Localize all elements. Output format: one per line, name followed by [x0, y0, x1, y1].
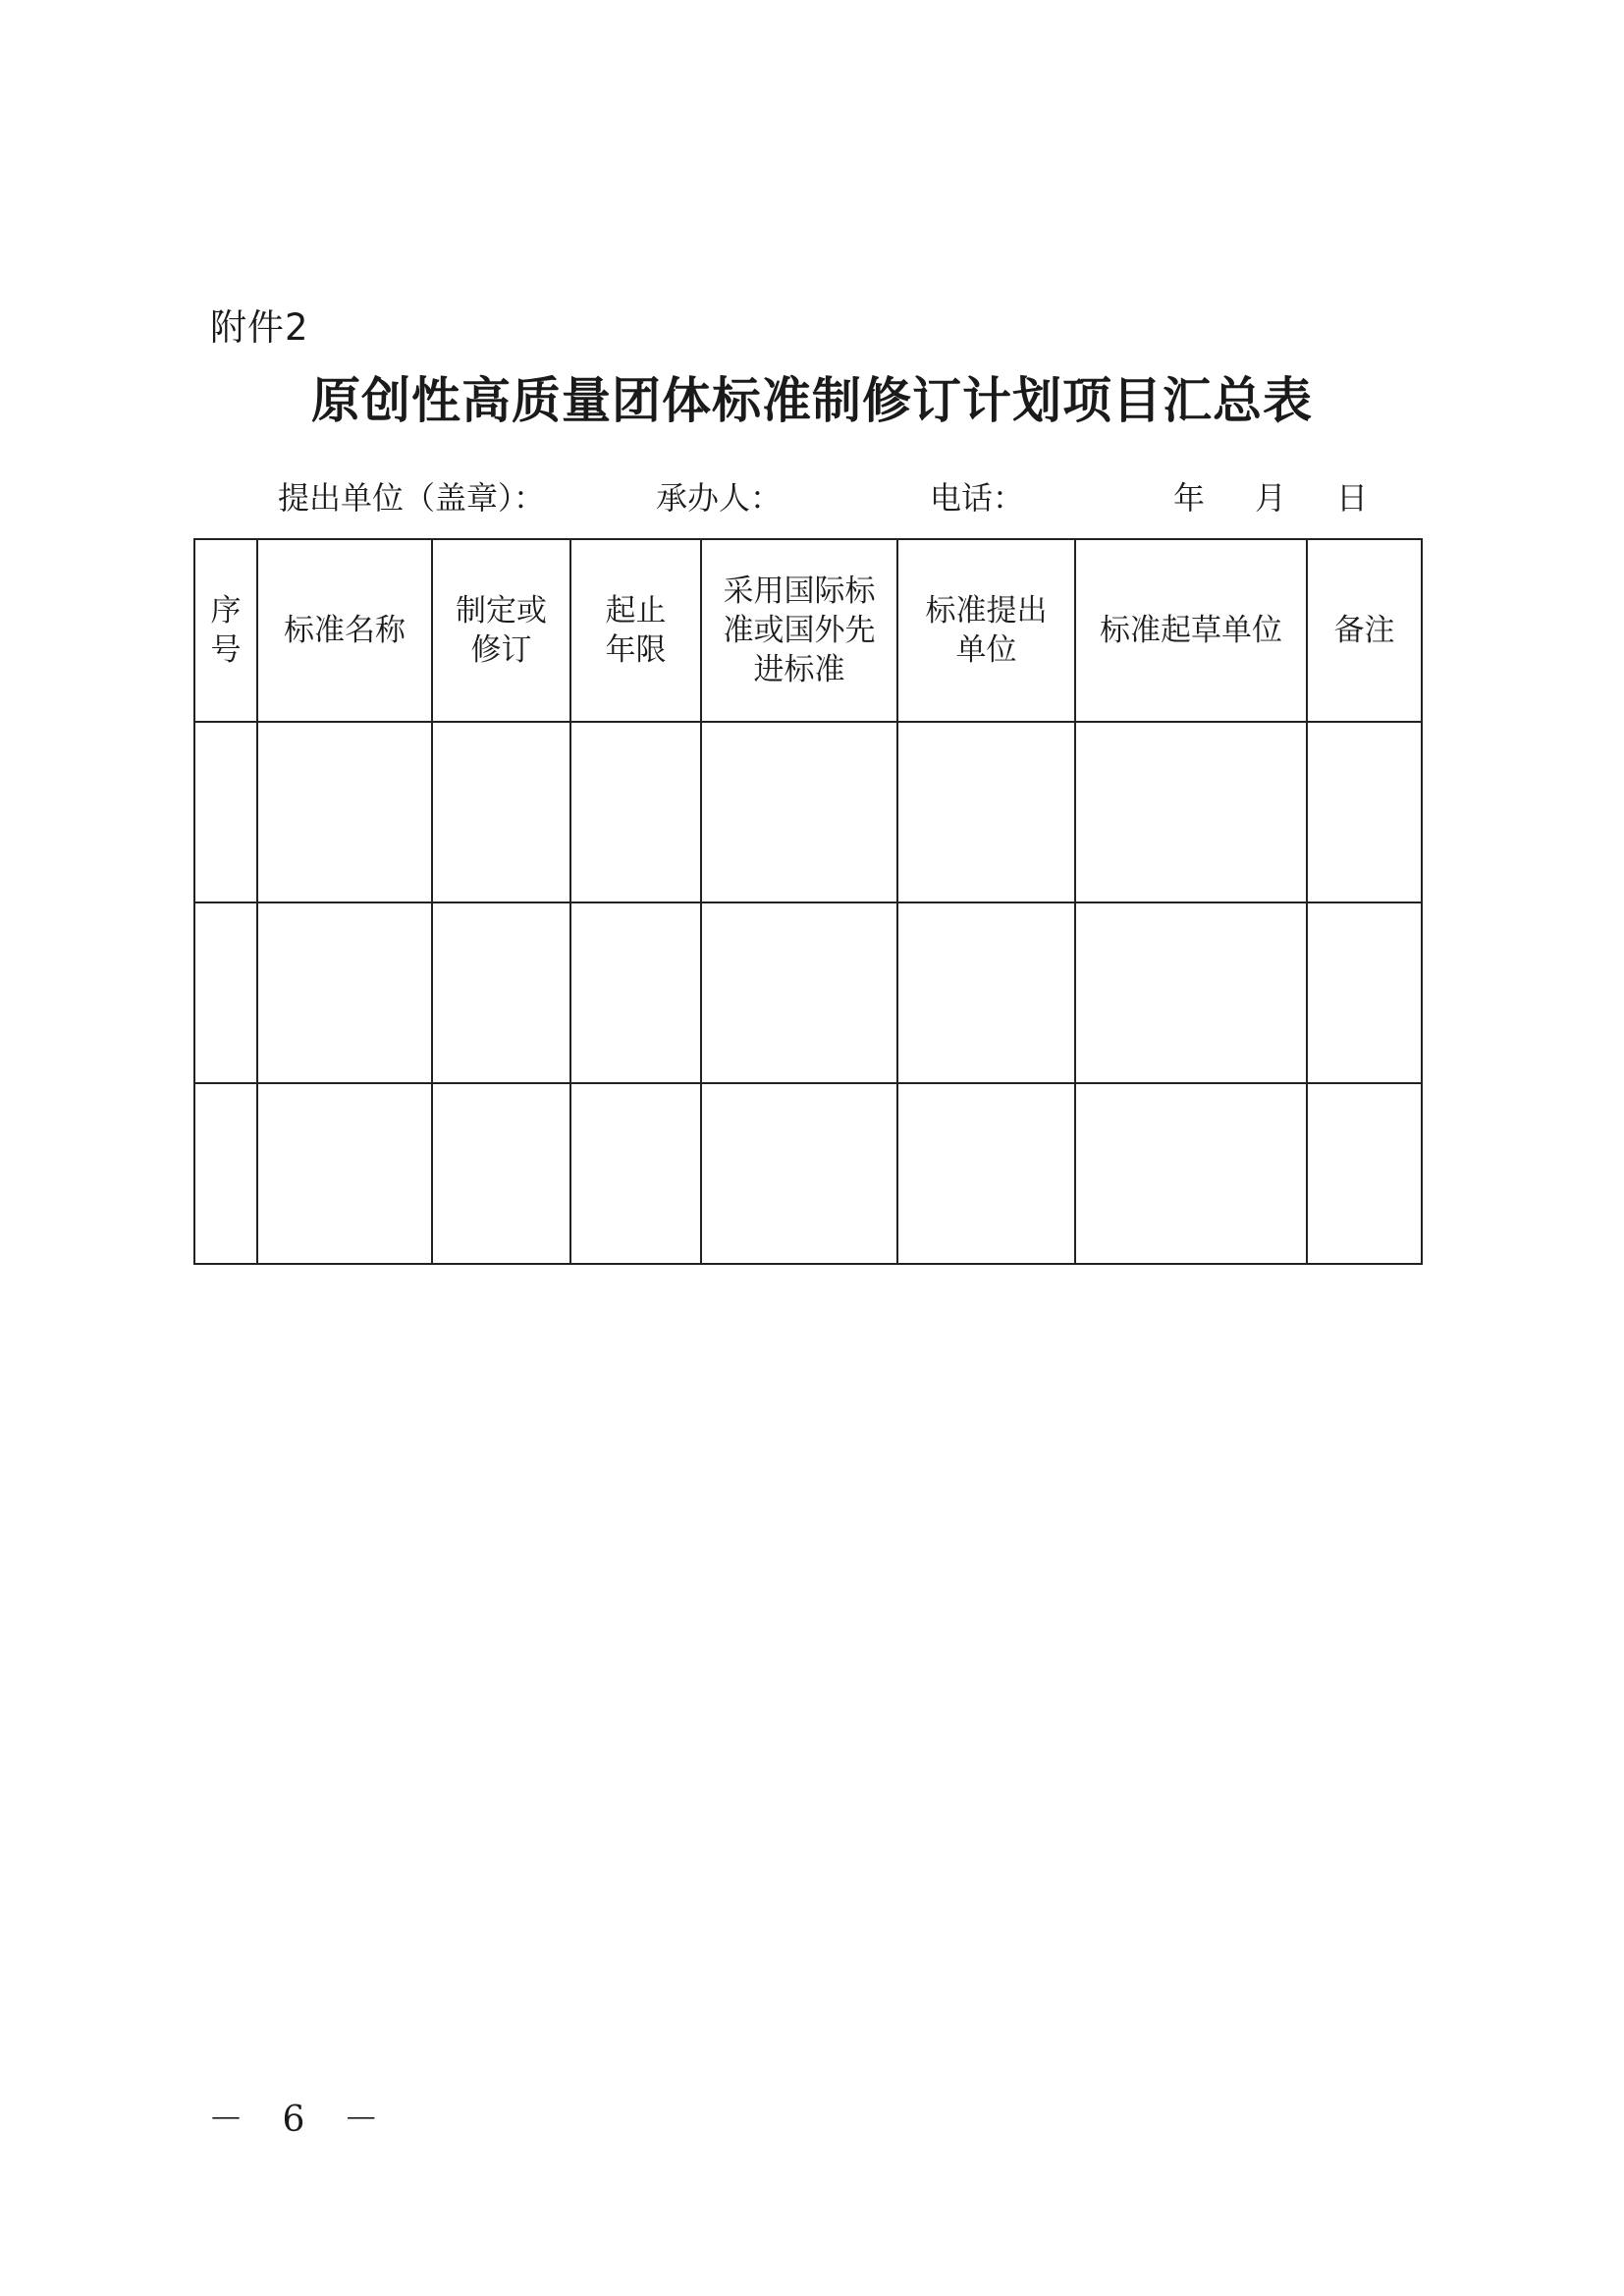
header-text: 采用国际标 准或国外先 进标准 — [723, 573, 876, 688]
header-text: 标准名称 — [284, 612, 406, 648]
year-label: 年 — [1173, 479, 1206, 517]
header-text: 标准提出 单位 — [925, 592, 1048, 668]
table-cell — [1075, 1083, 1307, 1264]
header-cell-period — [570, 539, 701, 722]
day-label: 日 — [1336, 479, 1369, 517]
table-cell — [897, 1083, 1075, 1264]
table-cell — [701, 722, 897, 902]
handler-label: 承办人： — [656, 479, 783, 517]
table-cell — [1307, 1083, 1422, 1264]
header-text: 起止 年限 — [605, 592, 667, 668]
attachment-label: 附件2 — [210, 306, 309, 349]
header-text: 序 号 — [210, 592, 242, 668]
header-cell-serial — [194, 539, 257, 722]
header-cell-international-adoption — [701, 539, 897, 722]
table-cell — [1075, 902, 1307, 1083]
table-cell — [432, 722, 570, 902]
document-title: 原创性高质量团体标准制修订计划项目汇总表 — [311, 371, 1313, 429]
table-header-row — [194, 539, 1422, 722]
header-cell-formulate-or-revise — [432, 539, 570, 722]
table-cell — [257, 1083, 432, 1264]
page-number: － 6 － — [208, 2100, 393, 2140]
header-cell-remarks — [1307, 539, 1422, 722]
table-cell — [701, 902, 897, 1083]
header-cell-proposing-unit — [897, 539, 1075, 722]
table-cell — [194, 722, 257, 902]
table-row — [194, 1083, 1422, 1264]
table-cell — [1307, 902, 1422, 1083]
table-cell — [194, 1083, 257, 1264]
table-cell — [257, 722, 432, 902]
header-text: 标准起草单位 — [1100, 612, 1282, 648]
table-cell — [257, 902, 432, 1083]
table-cell — [570, 902, 701, 1083]
table-cell — [701, 1083, 897, 1264]
header-cell-standard-name — [257, 539, 432, 722]
header-text: 制定或 修订 — [456, 592, 547, 668]
table-cell — [570, 1083, 701, 1264]
month-label: 月 — [1255, 479, 1287, 517]
table-cell — [1307, 722, 1422, 902]
table-row — [194, 902, 1422, 1083]
header-text: 备注 — [1333, 612, 1395, 648]
table-cell — [432, 902, 570, 1083]
table-cell — [570, 722, 701, 902]
header-cell-drafting-unit — [1075, 539, 1307, 722]
table-cell — [897, 722, 1075, 902]
table-cell — [432, 1083, 570, 1264]
submitting-org-label: 提出单位（盖章）： — [278, 479, 546, 517]
project-summary-table — [193, 538, 1423, 1265]
phone-label: 电话： — [930, 479, 1025, 517]
table-cell — [1075, 722, 1307, 902]
table-cell — [194, 902, 257, 1083]
table-row — [194, 722, 1422, 902]
table-cell — [897, 902, 1075, 1083]
